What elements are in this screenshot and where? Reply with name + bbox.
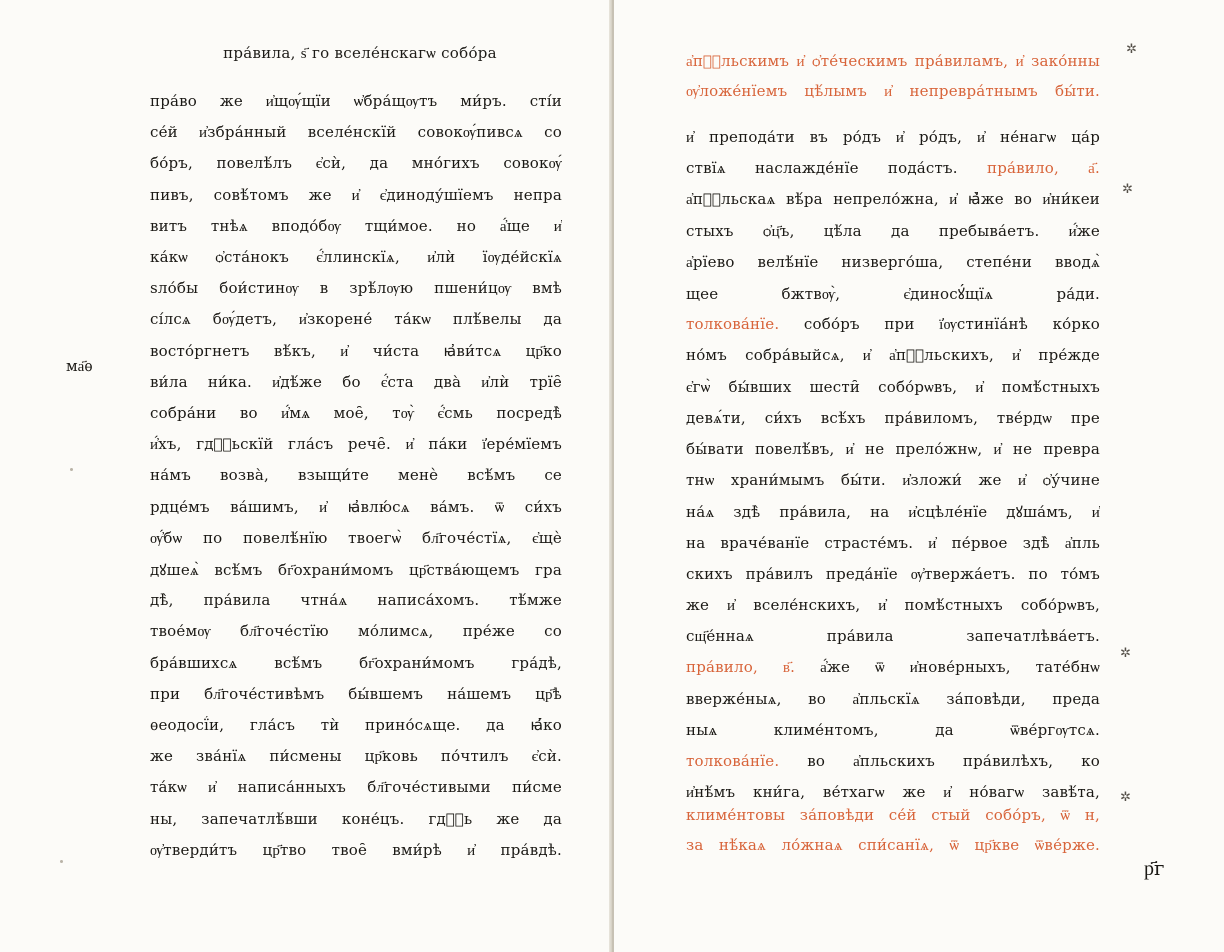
rubric-label: толкова́нїе. — [686, 315, 780, 334]
text-line — [686, 253, 1100, 272]
text-line-content: на́ѧ здѣ̀ пра́вила, на и҆сцѣле́нїе дꙋша́мъ, и҆ — [686, 503, 1100, 522]
text-line — [686, 471, 1100, 490]
text-line: ка́кѡ ѻ҆ста́нокъ є҆́ллинскїѧ, и҆лѝ їѹде́йскїѧ — [150, 248, 562, 266]
text-line — [686, 128, 1100, 147]
text-line-content: собо́ръ при ї҆ѹстинїа́нѣ ко́рко — [803, 315, 1100, 334]
text-line — [686, 346, 1100, 365]
margin-note: ма҃ѳ — [66, 357, 93, 375]
text-line-content: и҆ препода́ти въ ро́дъ и҆ ро́дъ, и҆ не́нагѡ ца́р — [686, 128, 1100, 146]
rubric-line: за нѣ́каѧ ло́жнаѧ спи́санїѧ, ѿ цр҃кве ѿве́рже. — [686, 836, 1100, 854]
text-line — [686, 721, 1100, 740]
text-line: та́кѡ и҆ написа́нныхъ бл҃гоче́стивыми пи́сме — [150, 778, 562, 797]
text-line — [686, 752, 1100, 771]
text-line: бо́ръ, повелѣ́лъ є҆сѝ, да мно́гихъ совокѹ́ — [150, 154, 562, 173]
text-line: ѹ҆́бѡ по повелѣ́нїю твоегѡ̀ бл҃гоче́стїѧ, є҆щѐ — [150, 528, 562, 547]
paper-speck — [60, 860, 63, 863]
text-line — [686, 284, 1100, 304]
text-line — [686, 627, 1100, 646]
text-line: дѣ̀, пра́вила чтна́ѧ написа́хомъ. тѣ́мже — [150, 591, 562, 610]
right-page — [614, 0, 1224, 952]
rubric-label: пра́вило, в҃. — [686, 658, 796, 677]
text-line: пра́во же и҆щѹ́щїи ѡ҆бра́щѹтъ ми́ръ. сті́и — [150, 92, 562, 110]
text-line: бра́вшихсѧ всѣ́мъ бг҃охрани́момъ гра́дѣ, — [150, 653, 562, 672]
text-line-content: девѧ́ти, си́хъ всѣ́хъ пра́виломъ, тве́рдѡ пре — [686, 408, 1100, 427]
text-line: же зва́нїѧ пи́смены цр҃ковь по́чтилъ є҆сѝ. — [150, 747, 562, 766]
text-line-content: и҆нѣ́мъ кни́га, ве́тхагѡ же и҆ но́вагѡ завѣ́та, — [686, 783, 1100, 802]
text-line: на́мъ возва̀, взыщи́те менѐ всѣ́мъ се — [150, 466, 562, 485]
text-line-content: щее бжтвѹ̀, є҆диносꙋ́щїѧ ра́ди. — [686, 285, 1100, 303]
text-line: витъ тнѣѧ вподо́бѹ тщи́мое. но а҆́ще и҆ — [150, 216, 562, 235]
text-line: ны, запечатлѣ́вши коне́цъ. гдⷭ҇ь же да — [150, 809, 562, 828]
text-line — [686, 502, 1100, 522]
text-line — [686, 440, 1100, 459]
text-line: сı́лсѧ бѹ́детъ, и҆зкорене́ та́кѡ плѣ́велы да — [150, 310, 562, 329]
text-line-content: но́мъ собра́выйсѧ, и҆ а҆пⷭ҇льскихъ, и҆ пре́жде — [686, 346, 1100, 365]
text-line — [686, 565, 1100, 584]
text-line: при бл҃гоче́стивѣмъ бы́вшемъ на́шемъ цр҃ѣ — [150, 684, 562, 703]
text-line: ѳеодосї́и, гла́съ тѝ прино́сѧще. да ꙗ҆́ко — [150, 716, 562, 734]
text-line-content: є҆гѡ̀ бы́вших шести̑ собо́рѡвъ, и҆ помѣ́стныхъ — [686, 377, 1100, 396]
asterisk-icon: ✲ — [1126, 42, 1137, 57]
text-line: и҆́хъ, гдⷭ҇ьскїй гла́съ рече̑. и҆ па́ки ї҆ере́мїемъ — [150, 435, 562, 454]
text-line: восто́ргнетъ вѣ́къ, и҆ чи́ста ꙗ҆ви́тсѧ цр҃ко — [150, 341, 562, 360]
rubric-line: климе́нтовы за́повѣди се́й стый собо́ръ, ѿ н, — [686, 806, 1100, 824]
text-line-content: ствїѧ наслажде́нїе пода́стъ. — [686, 159, 958, 178]
asterisk-icon: ✲ — [1120, 646, 1131, 661]
text-line — [686, 315, 1100, 334]
rubric-line: ѹ҆ложе́нїемъ цѣ́лымъ и҆ непревра́тнымъ бы́ти. — [686, 82, 1100, 100]
text-line — [686, 596, 1100, 615]
text-line-content: стыхъ ѻ҆ц҃ъ, цѣ́ла да пребыва́етъ. и҆́же — [686, 221, 1100, 240]
text-line: ѕло́бы бои́стинѹ в зрѣ́лѹю пшени́цѹ вмѣ — [150, 279, 562, 298]
text-line: рдце́мъ ва́шимъ, и҆ ꙗ҆влю́сѧ ва́мъ. ѿ си́хъ — [150, 497, 562, 516]
text-line: собра́ни во и҆́мѧ мое̑, тѹ̀ є҆́смь посредѣ̀ — [150, 404, 562, 422]
text-line-content: а҆́же ѿ и҆нове́рныхъ, тате́бнѡ — [820, 658, 1100, 677]
text-line-content: а҆рїево велѣ́нїе низверго́ша, степе́ни вводѧ̀ — [686, 252, 1100, 271]
text-line-content: же и҆ вселе́нскихъ, и҆ помѣ́стныхъ собо́рѡвъ, — [686, 596, 1100, 614]
text-line — [686, 190, 1100, 209]
folio-number: р҃г — [1144, 856, 1165, 880]
text-line: ѹ҆тверди́тъ цр҃тво твое̑ вми́рѣ и҆ пра́вдѣ. — [150, 840, 562, 859]
rubric-label: пра́вило, а҃. — [987, 159, 1100, 178]
text-line: твое́мѹ бл҃гоче́стїю мо́лимсѧ, пре́же со — [150, 622, 562, 641]
text-line-content: сщ҃е́ннаѧ пра́вила запечатлѣва́етъ. — [686, 627, 1100, 646]
text-line-content: бы́вати повелѣ́въ, и҆ не прело́жнѡ, и҆ не превра — [686, 440, 1100, 458]
text-line — [686, 783, 1100, 802]
page-header: пра́вила, ѕ҃ го вселе́нскагѡ собо́ра — [223, 44, 497, 62]
text-line — [686, 690, 1100, 709]
rubric-line: а҆пⷭ҇льскимъ и҆ ѻ҆те́ческимъ пра́виламъ, и҆ зако́нны — [686, 52, 1100, 70]
text-line — [686, 534, 1100, 553]
text-line — [686, 658, 1100, 677]
text-line: се́й и҆збра́нный вселе́нскїй совокѹ́пивсѧ со — [150, 123, 562, 142]
asterisk-icon: ✲ — [1122, 182, 1133, 197]
text-line — [686, 409, 1100, 428]
text-line-content: скихъ пра́вилъ преда́нїе ѹ҆твержа́етъ. по то́мъ — [686, 564, 1100, 583]
paper-speck — [70, 468, 73, 471]
text-line — [686, 159, 1100, 178]
rubric-label: толкова́нїе. — [686, 752, 780, 770]
asterisk-icon: ✲ — [1120, 790, 1131, 805]
text-line-content: на враче́ванїе страсте́мъ. и҆ пе́рвое здѣ̀ а҆пль — [686, 533, 1100, 552]
text-line-content: во а҆пльскихъ пра́вилѣхъ, ко — [807, 752, 1100, 770]
text-line — [686, 222, 1100, 241]
text-line-content: тнѡ храни́мымъ бы́ти. и҆зложи́ же и҆ ѻ҆у́чине — [686, 471, 1100, 490]
text-line: дꙋшеѧ̀ всѣ́мъ бг҃охрани́момъ цр҃ства́ющемъ гра — [150, 561, 562, 579]
text-line-content: вверже́ныѧ, во а҆пльскїѧ за́повѣди, преда — [686, 689, 1100, 708]
text-line: ви́ла ни́ка. и҆дѣ́же бо є҆́ста два̀ и҆лѝ трїе̑ — [150, 372, 562, 391]
text-line-content: а҆пⷭ҇льскаѧ вѣ́ра непрело́жна, и҆ ꙗ҆̀же во и҆ни́кеи — [686, 190, 1100, 209]
text-line-content: ныѧ климе́нтомъ, да ѿве́ргѹтсѧ. — [686, 720, 1100, 739]
text-line: пивъ, совѣ́томъ же и҆ є҆диноду́шїемъ непра — [150, 185, 562, 204]
text-line — [686, 378, 1100, 397]
